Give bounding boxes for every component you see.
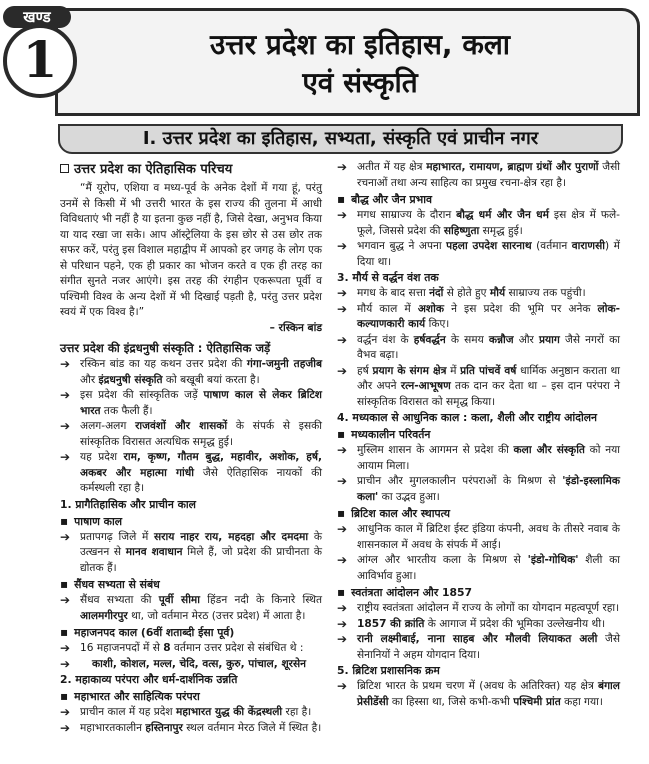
dot-heading: ▪ बौद्ध और जैन प्रभाव [337,191,620,208]
dot-heading: ▪ ब्रिटिश काल और स्थापत्य [337,505,620,522]
section-heading: उत्तर प्रदेश का ऐतिहासिक परिचय [60,160,322,179]
bullet-item: ➔ आंग्ल और भारतीय कला के मिश्रण से 'इंडो-गोथिक' शैली का आविर्भाव हुआ। [337,553,620,584]
numbered-heading: 2. महाकाव्य परंपरा और धर्म-दार्शनिक उन्नति [60,673,238,686]
section-tab: खण्ड [3,6,71,28]
bullet-item: ➔ महाभारतकालीन हस्तिनापुर स्थल वर्तमान मेरठ जिले में स्थित है। [60,721,322,737]
bullet-item: ➔ आधुनिक काल में ब्रिटिश ईस्ट इंडिया कंपनी, अवध के तीसरे नवाब के शासनकाल में अवध के संपर्क में आई। [337,522,620,553]
bullet-item: ➔ प्राचीन और मुगलकालीन परंपराओं के मिश्रण से 'इंडो-इस्लामिक कला' का उद्भव हुआ। [337,474,620,505]
bullet-item: ➔ वर्द्धन वंश के हर्षवर्द्धन के समय कन्नौज और प्रयाग जैसे नगरों का वैभव बढ़ा। [337,333,620,364]
bullet-item: ➔ मौर्य काल में अशोक ने इस प्रदेश की भूमि पर अनेक लोक-कल्याणकारी कार्य किए। [337,302,620,333]
dot-heading: ▪ मध्यकालीन परिवर्तन [337,426,620,443]
bullet-item: ➔ अलग-अलग राजवंशों और शासकों के संपर्क से इसकी सांस्कृतिक विरासत अत्यधिक समृद्ध हुई। [60,419,322,450]
numbered-heading: 3. मौर्य से वर्द्धन वंश तक [337,271,439,284]
chapter-header [22,8,640,116]
bullet-item: ➔ प्रतापगढ़ जिले में सराय नाहर राय, महदहा और दमदमा के उत्खनन से मानव शवाधान मिले हैं, जो प्रदेश की प्राचीनता के द्योतक हैं। [60,530,322,577]
dot-heading: ▪ स्वतंत्रता आंदोलन और 1857 [337,584,620,601]
dot-heading: ▪ महाभारत और साहित्यिक परंपरा [60,688,322,705]
bullet-item: ➔ रस्किन बांड का यह कथन उत्तर प्रदेश की गंगा-जमुनी तहजीब और इंद्रधनुषी संस्कृति को बखूबी बयां करता है। [60,357,322,388]
bullet-item: ➔ मगध साम्राज्य के दौरान बौद्ध धर्म और जैन धर्म इस क्षेत्र में फले-फूले, जिससे प्रदेश की सहिष्णुता समृद्ध हुई। [337,208,620,239]
bullet-item: ➔ मगध के बाद सत्ता नंदों से होते हुए मौर्य साम्राज्य तक पहुंची। [337,286,620,302]
quote-author: – रस्किन बांड [269,321,322,334]
bullet-item: ➔ रानी लक्ष्मीबाई, नाना साहब और मौलवी लियाकत अली जैसे सेनानियों ने अहम योगदान दिया। [337,632,620,663]
subheading-culture: उत्तर प्रदेश की इंद्रधनुषी संस्कृति : ऐतिहासिक जड़ें [60,341,271,355]
chapter-title-line1: उत्तर प्रदेश का इतिहास, कला [209,28,511,61]
bullet-item: ➔ भगवान बुद्ध ने अपना पहला उपदेश सारनाथ (वर्तमान वाराणसी) में दिया था। [337,239,620,270]
bullet-item: ➔ सैंधव सभ्यता की पूर्वी सीमा हिंडन नदी के किनारे स्थित आलमगीरपुर था, जो वर्तमान मेरठ (उत्तर प्रदेश) में आता है। [60,593,322,624]
numbered-heading: 5. ब्रिटिश प्रशासनिक क्रम [337,664,440,677]
bullet-item: ➔ राष्ट्रीय स्वतंत्रता आंदोलन में राज्य के लोगों का योगदान महत्वपूर्ण रहा। [337,601,620,617]
bullet-item: ➔ इस प्रदेश की सांस्कृतिक जड़ें पाषाण काल से लेकर ब्रिटिश भारत तक फैली हैं। [60,388,322,419]
bullet-item: ➔ 1857 की क्रांति के आगाज में प्रदेश की भूमिका उल्लेखनीय थी। [337,617,620,633]
bullet-item: ➔ ब्रिटिश भारत के प्रथम चरण में (अवध के अतिरिक्त) यह क्षेत्र बंगाल प्रेसीडेंसी का हिस्सा था, जिसे कभी-कभी पश्चिमी प्रांत कहा गया। [337,679,620,710]
bullet-item: ➔ अतीत में यह क्षेत्र महाभारत, रामायण, ब्राह्मण ग्रंथों और पुराणों जैसी रचनाओं तथा अन्य साहित्य का प्रमुख रचना-क्षेत्र रहा है। [337,160,620,191]
bullet-item: ➔ प्राचीन काल में यह प्रदेश महाभारत युद्ध की केंद्रस्थली रहा है। [60,705,322,721]
bullet-item-list: ➔ काशी, कोशल, मल्ल, चेदि, वत्स, कुरु, पांचाल, शूरसेन [60,657,322,673]
chapter-title-line2: एवं संस्कृति [302,66,418,99]
numbered-heading: 4. मध्यकाल से आधुनिक काल : कला, शैली और राष्ट्रीय आंदोलन [337,411,598,424]
dot-heading: ▪ महाजनपद काल (6वीं शताब्दी ईसा पूर्व) [60,624,322,641]
chapter-title [95,26,625,102]
dot-heading: ▪ पाषाण काल [60,513,322,530]
section-banner: I. उत्तर प्रदेश का इतिहास, सभ्यता, संस्कृति एवं प्राचीन नगर [58,124,623,154]
bullet-item: ➔ हर्ष प्रयाग के संगम क्षेत्र में प्रति पांचवें वर्ष धार्मिक अनुष्ठान कराता था और अपने रत्न-आभूषण तक दान कर देता था – इस दान परंपरा ने सांस्कृतिक विरासत को समृद्ध किया। [337,364,620,411]
quote-paragraph: “मैं यूरोप, एशिया व मध्य-पूर्व के अनेक देशों में गया हूं, परंतु उनमें से किसी में भी उत्तरी भारत के इस राज्य की तुलना में आधी विविधताएं भी नहीं है या इतना कुछ नहीं है, जिसे देखा, अनुभव किया या याद रखा जा सके। आप ऑस्ट्रेलिया के इस छोर से उस छोर तक सफर करें, परंतु इस विशाल महाद्वीप में आपको हर जगह के लोग एक से परिधान पहने, एक ही प्रकार का भोजन करते व एक ही तरह का संगीत सुनते नजर आएंगे। इस तरह की रंगहीन एकरूपता पूर्वी व पश्चिमी विश्व के अन्य देशों में भी दिखाई पड़ती है, परंतु उत्तर प्रदेश स्वयं में एक विश्व है।” [60,182,322,318]
numbered-heading: 1. प्रागैतिहासिक और प्राचीन काल [60,497,196,511]
bullet-item: ➔ 16 महाजनपदों में से 8 वर्तमान उत्तर प्रदेश से संबंधित थे : [60,641,322,657]
bullet-item: ➔ यह प्रदेश राम, कृष्ण, गौतम बुद्ध, महावीर, अशोक, हर्ष, अकबर और महात्मा गांधी जैसे ऐतिहासिक नायकों की कर्मस्थली रहा है। [60,450,322,497]
right-column [337,160,620,710]
checkbox-square-icon [60,164,69,173]
left-column [60,160,322,736]
bullet-item: ➔ मुस्लिम शासन के आगमन से प्रदेश की कला और संस्कृति को नया आयाम मिला। [337,443,620,474]
dot-heading: ▪ सैंधव सभ्यता से संबंध [60,576,322,593]
section-number: 1 [3,24,77,98]
